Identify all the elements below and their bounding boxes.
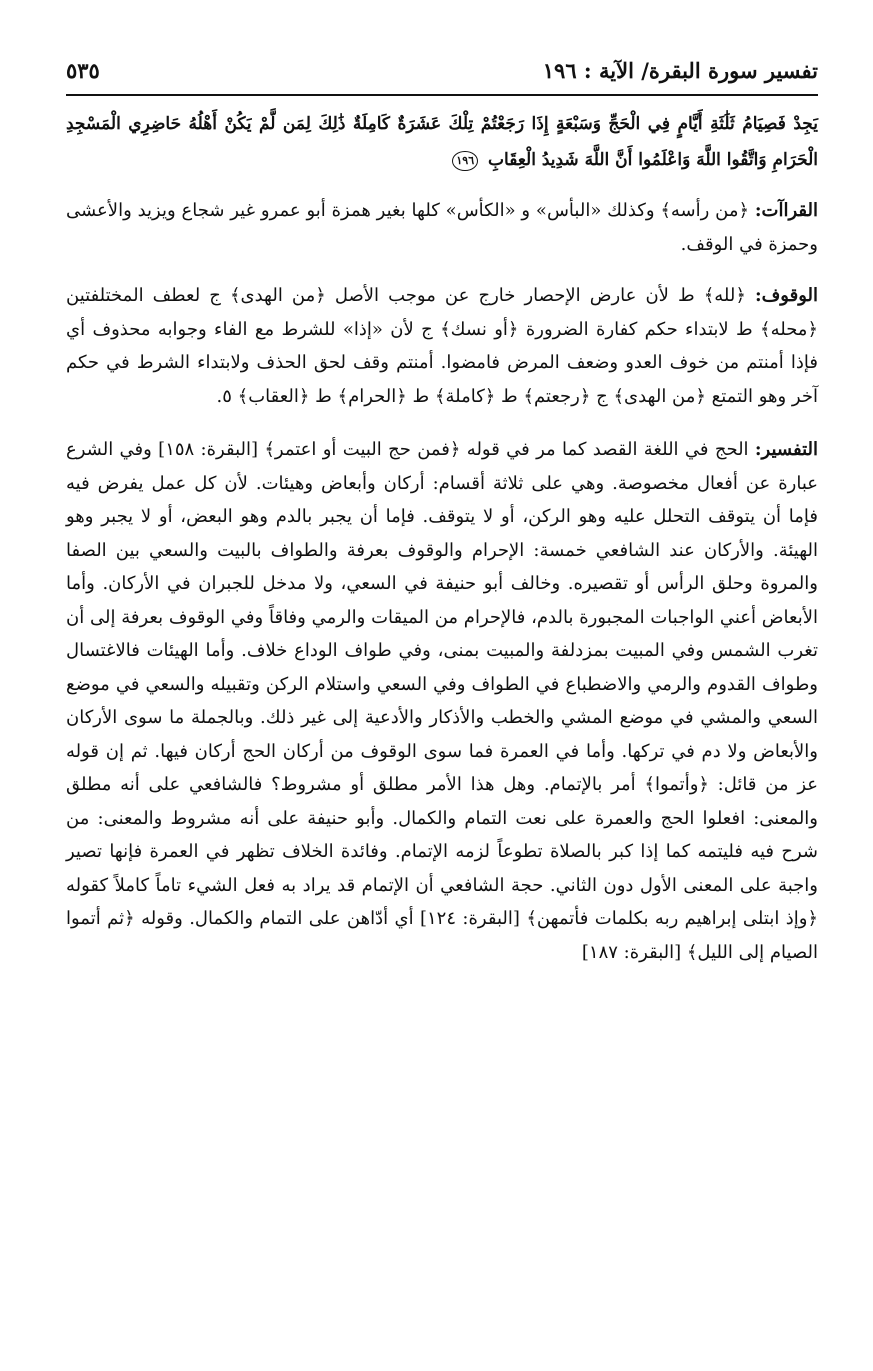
running-header [66,58,818,92]
verse-text: يَجِدْ فَصِيَامُ ثَلَٰثَةِ أَيَّامٍ فِي الْحَجِّ وَسَبْعَةٍ إِذَا رَجَعْتُمْ تِلْكَ عَشَرَةٌ كَامِلَةٌ ذَٰلِكَ لِمَن لَّمْ يَكُنْ أَهْلُهُ حَاضِرِي الْمَسْجِدِ الْحَرَامِ وَاتَّقُوا اللَّهَ وَاعْلَمُوا أَنَّ اللَّهَ شَدِيدُ الْعِقَابِ [66,114,818,170]
quran-verse [66,106,818,178]
section-qiraat [66,194,818,261]
section-wuquf [66,279,818,413]
page-number: ٥٣٥ [66,58,100,83]
document-page [66,58,818,969]
qiraat-label: القراآت: [754,200,818,221]
section-tafsir [66,433,818,969]
header-title: تفسير سورة البقرة/ الآية : ١٩٦ [542,58,818,83]
tafsir-text: الحج في اللغة القصد كما مر في قوله ﴿فمن حج البيت أو اعتمر﴾ [البقرة: ١٥٨] وفي الشرع عبارة عن أفعال مخصوصة. وهي على ثلاثة أقسام: أركان وأبعاض وهيئات. لأن كل عمل يفرض فيه فإما أن يتوقف التحلل عليه وهو الركن، أو لا يتوقف. فإما أن يجبر بالدم وهو البعض، أو لا يجبر وهو الهيئة. والأركان عند الشافعي خمسة: الإحرام والوقوف بعرفة والطواف بالبيت والسعي بين الصفا والمروة وحلق الرأس أو تقصيره. وخالف أبو حنيفة في السعي، ولا مدخل للجبران في الأركان. وأما الأبعاض أعني الواجبات المجبورة بالدم، فالإحرام من الميقات والرمي وفاقاً وفي الوقوف بعرفة إلى أن تغرب الشمس وفي المبيت بمزدلفة والمبيت بمنى، وفي طواف الوداع خلاف. وأما الهيئات فالاغتسال وطواف القدوم والرمي والاضطباع في الطواف وفي السعي واستلام الركن وتقبيله والسعي في موضع السعي والمشي في موضع المشي والخطب والأذكار والأدعية إلى غير ذلك. وبالجملة ما سوى الأركان والأبعاض ولا دم في تركها. وأما في العمرة فما سوى الوقوف من أركان الحج أركان فيها. ثم إن قوله عز من قائل: ﴿وأتموا﴾ أمر بالإتمام. وهل هذا الأمر مطلق أو مشروط؟ فالشافعي على أنه مطلق والمعنى: افعلوا الحج والعمرة على نعت التمام والكمال. وأبو حنيفة على أنه مشروط والمعنى: من شرح فيه فليتمه كما إذا كبر بالصلاة تطوعاً لزمه الإتمام. وفائدة الخلاف تظهر في العمرة فإنها تصير واجبة على المعنى الأول دون الثاني. حجة الشافعي أن الإتمام قد يراد به فعل الشيء تاماً كاملاً كقوله ﴿وإذ ابتلى إبراهيم ربه بكلمات فأتمهن﴾ [البقرة: ١٢٤] أي أدّاهن على التمام والكمال. وقوله ﴿ثم أتموا الصيام إلى الليل﴾ [البقرة: ١٨٧] [66,439,818,963]
wuquf-label: الوقوف: [754,285,818,306]
ayah-number-marker: ١٩٦ [452,151,478,171]
qiraat-text: ﴿من رأسه﴾ وكذلك «البأس» و «الكأس» كلها بغير همزة أبو عمرو غير شجاع ويزيد والأعشى وحمزة في الوقف. [66,200,818,255]
wuquf-text: ﴿لله﴾ ط لأن عارض الإحصار خارج عن موجب الأصل ﴿من الهدى﴾ ج لعطف المختلفتين ﴿محله﴾ ط لابتداء حكم كفارة الضرورة ﴿أو نسك﴾ ج لأن «إذا» للشرط مع الفاء وجوابه محذوف أي فإذا أمنتم من خوف العدو وضعف المرض فامضوا. أمنتم وقف لحق الحذف ولابتداء الشرط في حكم آخر وهو التمتع ﴿من الهدى﴾ ج ﴿رجعتم﴾ ط ﴿كاملة﴾ ط ﴿الحرام﴾ ط ﴿العقاب﴾ ٥. [66,285,818,407]
tafsir-label: التفسير: [754,439,818,460]
header-rule [66,94,818,96]
